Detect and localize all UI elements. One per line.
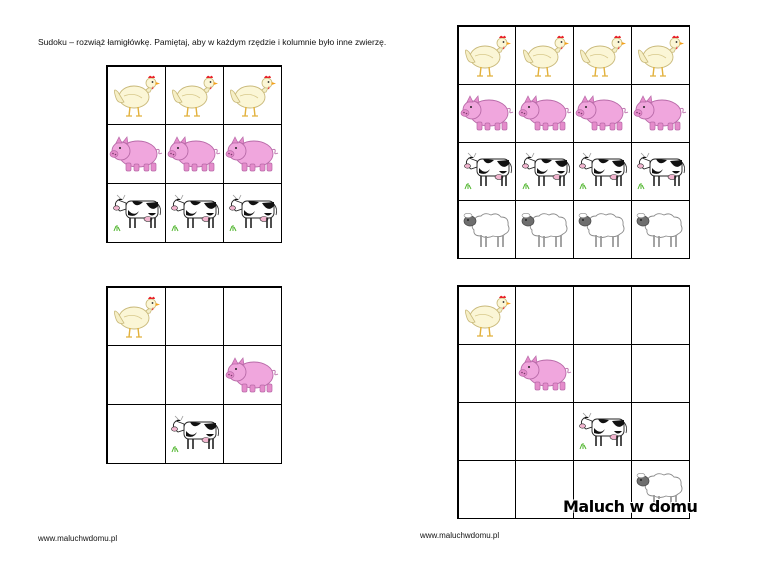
sudoku-cell xyxy=(458,26,517,85)
cow-icon xyxy=(459,149,515,193)
hen-icon xyxy=(226,70,278,120)
puzzle-grid-3x3 xyxy=(106,286,282,464)
sheep-icon xyxy=(459,206,515,252)
pig-icon xyxy=(166,132,222,176)
instruction-text: Sudoku – rozwiąż łamigłówkę. Pamiętaj, aby w każdym rzędzie i kolumnie było inne zwierzę. xyxy=(38,37,387,47)
pig-icon xyxy=(517,351,573,395)
pig-icon xyxy=(459,91,515,135)
cow-icon xyxy=(224,191,280,235)
sudoku-cell xyxy=(631,402,690,461)
sudoku-cell xyxy=(165,183,224,243)
sudoku-cell xyxy=(223,183,282,243)
sudoku-cell xyxy=(458,460,517,519)
sudoku-cell xyxy=(631,344,690,403)
sudoku-cell xyxy=(458,200,517,259)
footer-url-right: www.maluchwdomu.pl xyxy=(420,531,500,540)
cow-icon xyxy=(517,149,573,193)
cow-icon xyxy=(166,191,222,235)
sudoku-cell xyxy=(165,404,224,464)
maluch-w-domu-logo: Maluch w domu xyxy=(563,497,698,516)
sudoku-cell xyxy=(631,84,690,143)
sudoku-cell xyxy=(515,84,574,143)
pig-icon xyxy=(224,132,280,176)
sudoku-cell xyxy=(223,287,282,347)
hen-icon xyxy=(576,30,628,80)
sudoku-cell xyxy=(458,142,517,201)
sudoku-cell xyxy=(458,286,517,345)
sudoku-cell xyxy=(223,124,282,184)
sudoku-cell xyxy=(515,200,574,259)
hen-icon xyxy=(110,291,162,341)
hen-icon xyxy=(634,30,686,80)
sudoku-cell xyxy=(515,402,574,461)
sudoku-cell xyxy=(107,124,166,184)
key-grid-4x4 xyxy=(457,25,690,259)
sheep-icon xyxy=(632,206,688,252)
sudoku-cell xyxy=(107,345,166,405)
hen-icon xyxy=(461,30,513,80)
sudoku-cell xyxy=(165,287,224,347)
hen-icon xyxy=(110,70,162,120)
sudoku-cell xyxy=(223,66,282,126)
sudoku-cell xyxy=(573,344,632,403)
key-grid-3x3 xyxy=(106,65,282,243)
sudoku-cell xyxy=(515,286,574,345)
sudoku-cell xyxy=(573,286,632,345)
pig-icon xyxy=(517,91,573,135)
sheep-icon xyxy=(517,206,573,252)
sudoku-cell xyxy=(165,66,224,126)
sudoku-cell xyxy=(515,26,574,85)
sudoku-cell xyxy=(631,286,690,345)
sudoku-cell xyxy=(515,344,574,403)
sudoku-cell xyxy=(573,84,632,143)
sudoku-cell xyxy=(458,84,517,143)
sudoku-cell xyxy=(573,402,632,461)
sudoku-cell xyxy=(631,200,690,259)
sudoku-cell xyxy=(223,404,282,464)
sudoku-cell xyxy=(458,402,517,461)
pig-icon xyxy=(632,91,688,135)
sudoku-cell xyxy=(107,287,166,347)
sudoku-cell xyxy=(573,200,632,259)
pig-icon xyxy=(108,132,164,176)
hen-icon xyxy=(461,290,513,340)
sudoku-cell xyxy=(573,26,632,85)
sudoku-cell xyxy=(107,183,166,243)
sudoku-cell xyxy=(515,142,574,201)
sheep-icon xyxy=(574,206,630,252)
sudoku-cell xyxy=(223,345,282,405)
sudoku-cell xyxy=(631,26,690,85)
hen-icon xyxy=(168,70,220,120)
pig-icon xyxy=(574,91,630,135)
sudoku-cell xyxy=(107,404,166,464)
sudoku-cell xyxy=(631,142,690,201)
sudoku-cell xyxy=(165,345,224,405)
cow-icon xyxy=(166,412,222,456)
sudoku-cell xyxy=(107,66,166,126)
cow-icon xyxy=(574,149,630,193)
sudoku-cell xyxy=(458,344,517,403)
footer-url-left: www.maluchwdomu.pl xyxy=(38,534,118,543)
hen-icon xyxy=(519,30,571,80)
sudoku-cell xyxy=(573,142,632,201)
puzzle-grid-4x4 xyxy=(457,285,690,519)
cow-icon xyxy=(632,149,688,193)
cow-icon xyxy=(574,409,630,453)
sudoku-cell xyxy=(165,124,224,184)
cow-icon xyxy=(108,191,164,235)
pig-icon xyxy=(224,353,280,397)
